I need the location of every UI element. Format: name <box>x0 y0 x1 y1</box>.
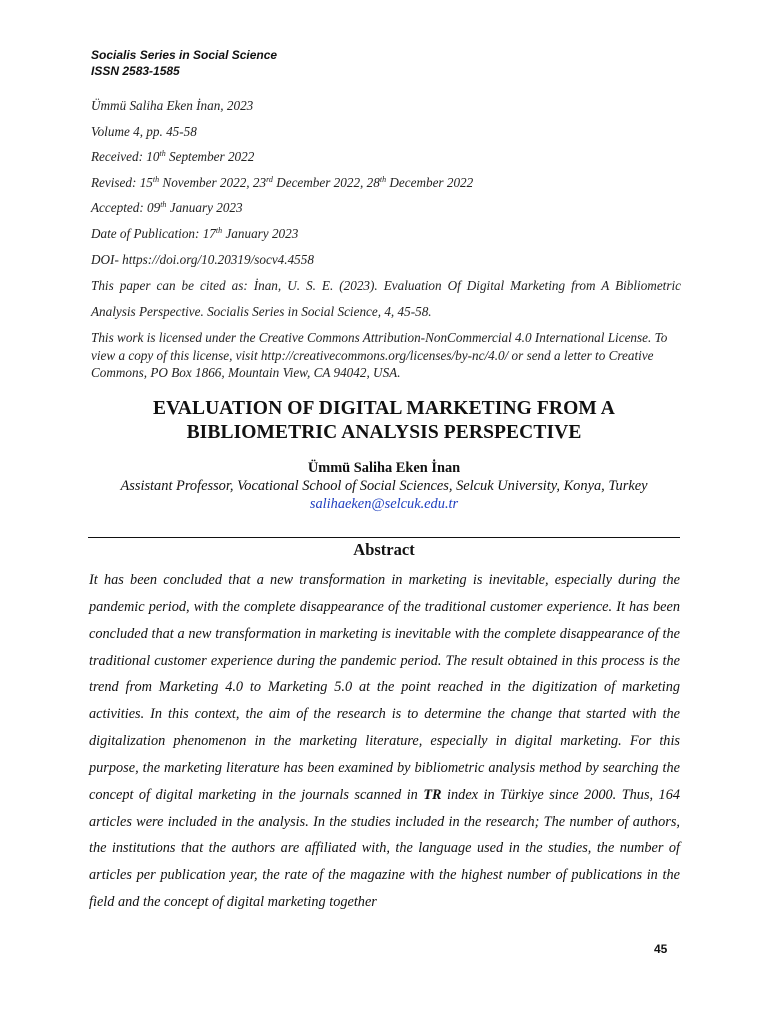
title-line-1: EVALUATION OF DIGITAL MARKETING FROM A <box>153 398 615 419</box>
author-email-link[interactable]: salihaeken@selcuk.edu.tr <box>309 496 459 512</box>
citation-note: This paper can be cited as: İnan, U. S. E. (2023). Evaluation Of Digital Marketing from A Bibliometric Analysis Perspective. Socialis Series in Social Science, 4, 45-58. <box>91 278 681 319</box>
revised-dates: Revised: 15th November 2022, 23rd December 2022, 28th December 2022 <box>91 174 474 190</box>
journal-name: Socialis Series in Social Science <box>91 48 278 62</box>
received-date: Received: 10th September 2022 <box>91 149 255 165</box>
article-metadata <box>91 93 681 382</box>
doi-link[interactable]: DOI- https://doi.org/10.20319/socv4.4558 <box>91 251 314 267</box>
journal-issn: ISSN 2583-1585 <box>91 64 180 78</box>
abstract-text: It has been concluded that a new transformation in marketing is inevitable, especially during the pandemic period, with the complete disappearance of the traditional customer experience. It has been concluded that a new transformation in marketing is inevitable with the complete disappearance of the traditional customer experience during the pandemic period. The result obtained in this process is the trend from Marketing 4.0 to Marketing 5.0 at the point reached in the digitization of marketing activities. In this context, the aim of the research is to determine the change that started with the digitalization phenomenon in the marketing literature, especially in digital marketing. For this purpose, the marketing literature has been examined by bibliometric analysis method by searching the concept of digital marketing in the journals scanned in TR index in Türkiye since 2000. Thus, 164 articles were included in the analysis. In the studies included in the research; The number of authors, the institutions that the authors are affiliated with, the language used in the studies, the number of articles per publication year, the rate of the magazine with the highest number of publications in the field and the concept of digital marketing together <box>89 572 680 911</box>
volume-pages: Volume 4, pp. 45-58 <box>91 123 197 139</box>
journal-header <box>91 47 277 79</box>
author-name: Ümmü Saliha Eken İnan <box>307 460 461 476</box>
author-block <box>88 459 680 513</box>
author-year: Ümmü Saliha Eken İnan, 2023 <box>91 98 254 113</box>
page-number: 45 <box>654 942 668 956</box>
paper-title <box>88 397 680 445</box>
title-line-2: BIBLIOMETRIC ANALYSIS PERSPECTIVE <box>186 422 582 443</box>
publication-date: Date of Publication: 17th January 2023 <box>91 225 299 241</box>
abstract-heading: Abstract <box>353 540 415 559</box>
license-note: This work is licensed under the Creative Commons Attribution-NonCommercial 4.0 International License. To view a copy of this license, visit http://creativecommons.org/licenses/by-nc/4.0/ or send a letter to Creative Commons, PO Box 1866, Mountain View, CA 94042, USA. <box>91 330 668 381</box>
section-divider <box>88 537 680 538</box>
accepted-date: Accepted: 09th January 2023 <box>91 200 243 216</box>
abstract-tr-bold: TR <box>423 786 442 803</box>
author-affiliation: Assistant Professor, Vocational School of Social Sciences, Selcuk University, Konya, Turkey <box>120 478 648 494</box>
